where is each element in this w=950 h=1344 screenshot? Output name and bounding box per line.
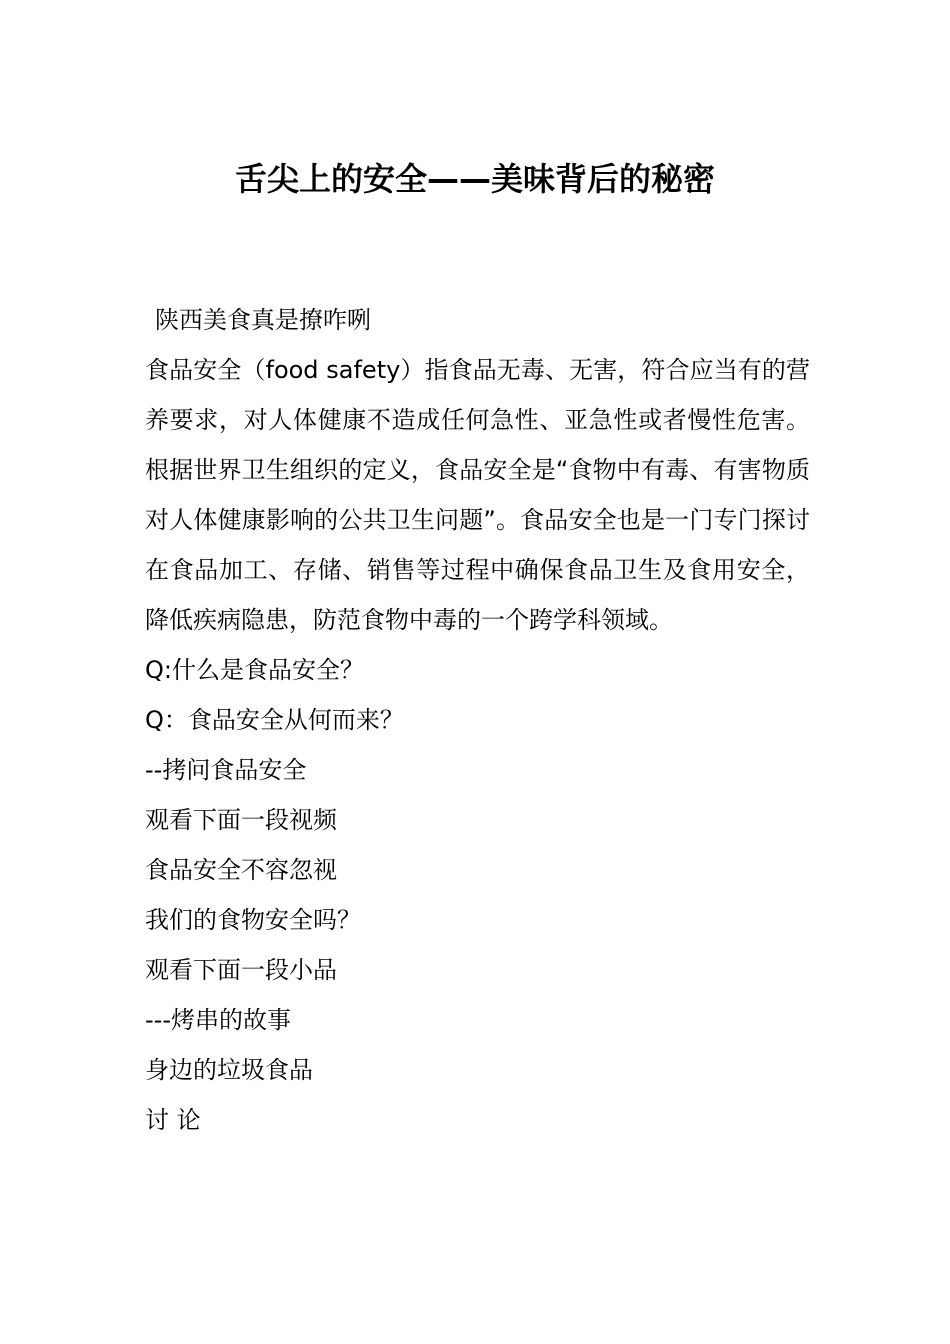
text-line: 观看下面一段视频 (145, 806, 337, 834)
text-line: 讨 论 (145, 1106, 201, 1134)
text-line: 食品安全不容忽视 (145, 856, 337, 884)
text-line: 观看下面一段小品 (145, 956, 337, 984)
page-title: 舌尖上的安全——美味背后的秘密 (234, 160, 715, 198)
document-body (145, 295, 810, 1145)
text-line: ---烤串的故事 (145, 1006, 291, 1034)
text-line: --拷问食品安全 (145, 756, 307, 784)
text-line: 我们的食物安全吗？ (145, 906, 361, 934)
question-line: Q:什么是食品安全？ (145, 656, 364, 684)
paragraph-definition: 食品安全（food safety）指食品无毒、无害，符合应当有的营养要求，对人体健康不造成任何急性、亚急性或者慢性危害。根据世界卫生组织的定义，食品安全是“食物中有毒、有害物质对人体健康影响的公共卫生问题”。食品安全也是一门专门探讨在食品加工、存储、销售等过程中确保食品卫生及食用安全，降低疾病隐患，防范食物中毒的一个跨学科领域。 (145, 356, 810, 634)
question-line: Q：食品安全从何而来？ (145, 706, 404, 734)
paragraph-intro: 陕西美食真是撩咋咧 (155, 306, 371, 334)
text-line: 身边的垃圾食品 (145, 1056, 313, 1084)
